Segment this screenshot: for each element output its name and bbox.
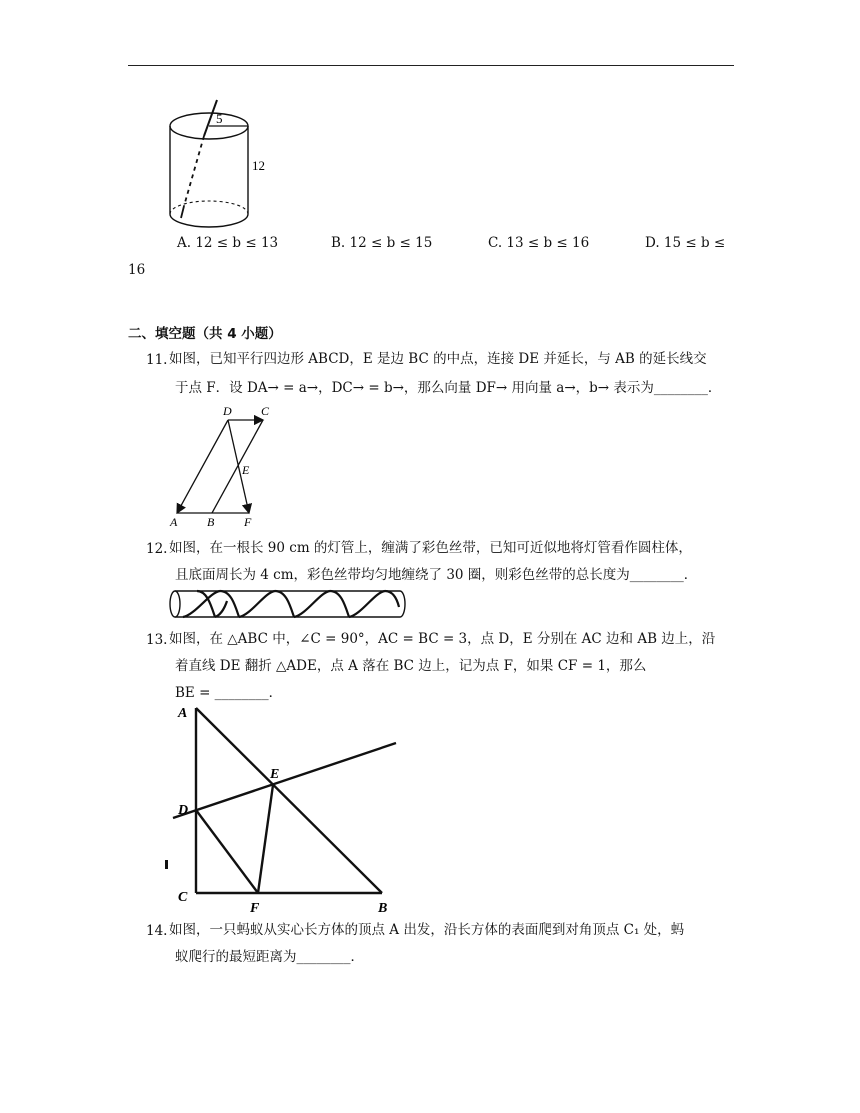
cylinder-figure <box>160 96 280 231</box>
svg-text:E: E <box>270 767 280 782</box>
q12-number: 12. <box>146 541 168 557</box>
svg-text:C: C <box>261 404 270 418</box>
ribbon-tube-figure <box>165 587 410 621</box>
section-title: 二、填空题（共 4 小题） <box>128 326 282 342</box>
q14-line1: 如图，一只蚂蚁从实心长方体的顶点 A 出发，沿长方体的表面爬到对角顶点 C₁ 处，蚂 <box>169 922 685 938</box>
option-a[interactable]: A. 12 ≤ b ≤ 13 <box>177 235 279 251</box>
q14-line2: 蚁爬行的最短距离为________． <box>175 949 364 965</box>
q14-number: 14. <box>146 923 168 939</box>
svg-text:D: D <box>178 803 189 818</box>
svg-text:F: F <box>250 901 260 916</box>
q12-line1: 如图，在一根长 90 cm 的灯管上，缠满了彩色丝带，已知可近似地将灯管看作圆柱体， <box>169 540 692 556</box>
option-d-wrap: 16 <box>128 262 146 278</box>
svg-text:B: B <box>207 515 215 529</box>
svg-text:A: A <box>170 515 178 529</box>
q11-line1: 如图，已知平行四边形 ABCD，E 是边 BC 的中点，连接 DE 并延长，与 AB 的延长线交 <box>169 351 707 367</box>
svg-text:D: D <box>223 404 232 418</box>
q11-number: 11. <box>146 352 168 368</box>
q13-line3: BE = ________． <box>175 685 283 701</box>
cylinder-radius-label: 5 <box>216 111 223 126</box>
header-rule <box>128 65 734 66</box>
triangle-figure <box>160 700 405 915</box>
q13-line2: 着直线 DE 翻折 △ADE，点 A 落在 BC 边上，记为点 F，如果 CF = 1，那么 <box>175 658 647 674</box>
svg-text:C: C <box>178 890 188 905</box>
option-d[interactable]: D. 15 ≤ b ≤ <box>645 235 726 251</box>
option-b[interactable]: B. 12 ≤ b ≤ 15 <box>331 235 433 251</box>
svg-text:F: F <box>244 515 252 529</box>
q11-line2: 于点 F．设 DA→ = a→，DC→ = b→，那么向量 DF→ 用向量 a→，b→ 表示为________． <box>175 380 722 396</box>
q13-number: 13. <box>146 632 168 648</box>
option-c[interactable]: C. 13 ≤ b ≤ 16 <box>488 235 590 251</box>
q13-line1: 如图，在 △ABC 中，∠C = 90°，AC = BC = 3，点 D，E 分别在 AC 边和 AB 边上，沿 <box>169 631 716 647</box>
cylinder-height-label: 12 <box>252 158 265 173</box>
parallelogram-figure <box>165 402 280 530</box>
svg-text:A: A <box>178 706 188 721</box>
svg-text:E: E <box>242 463 250 477</box>
svg-text:B: B <box>378 901 388 916</box>
q12-line2: 且底面周长为 4 cm，彩色丝带均匀地缠绕了 30 圈，则彩色丝带的总长度为________． <box>175 567 698 583</box>
